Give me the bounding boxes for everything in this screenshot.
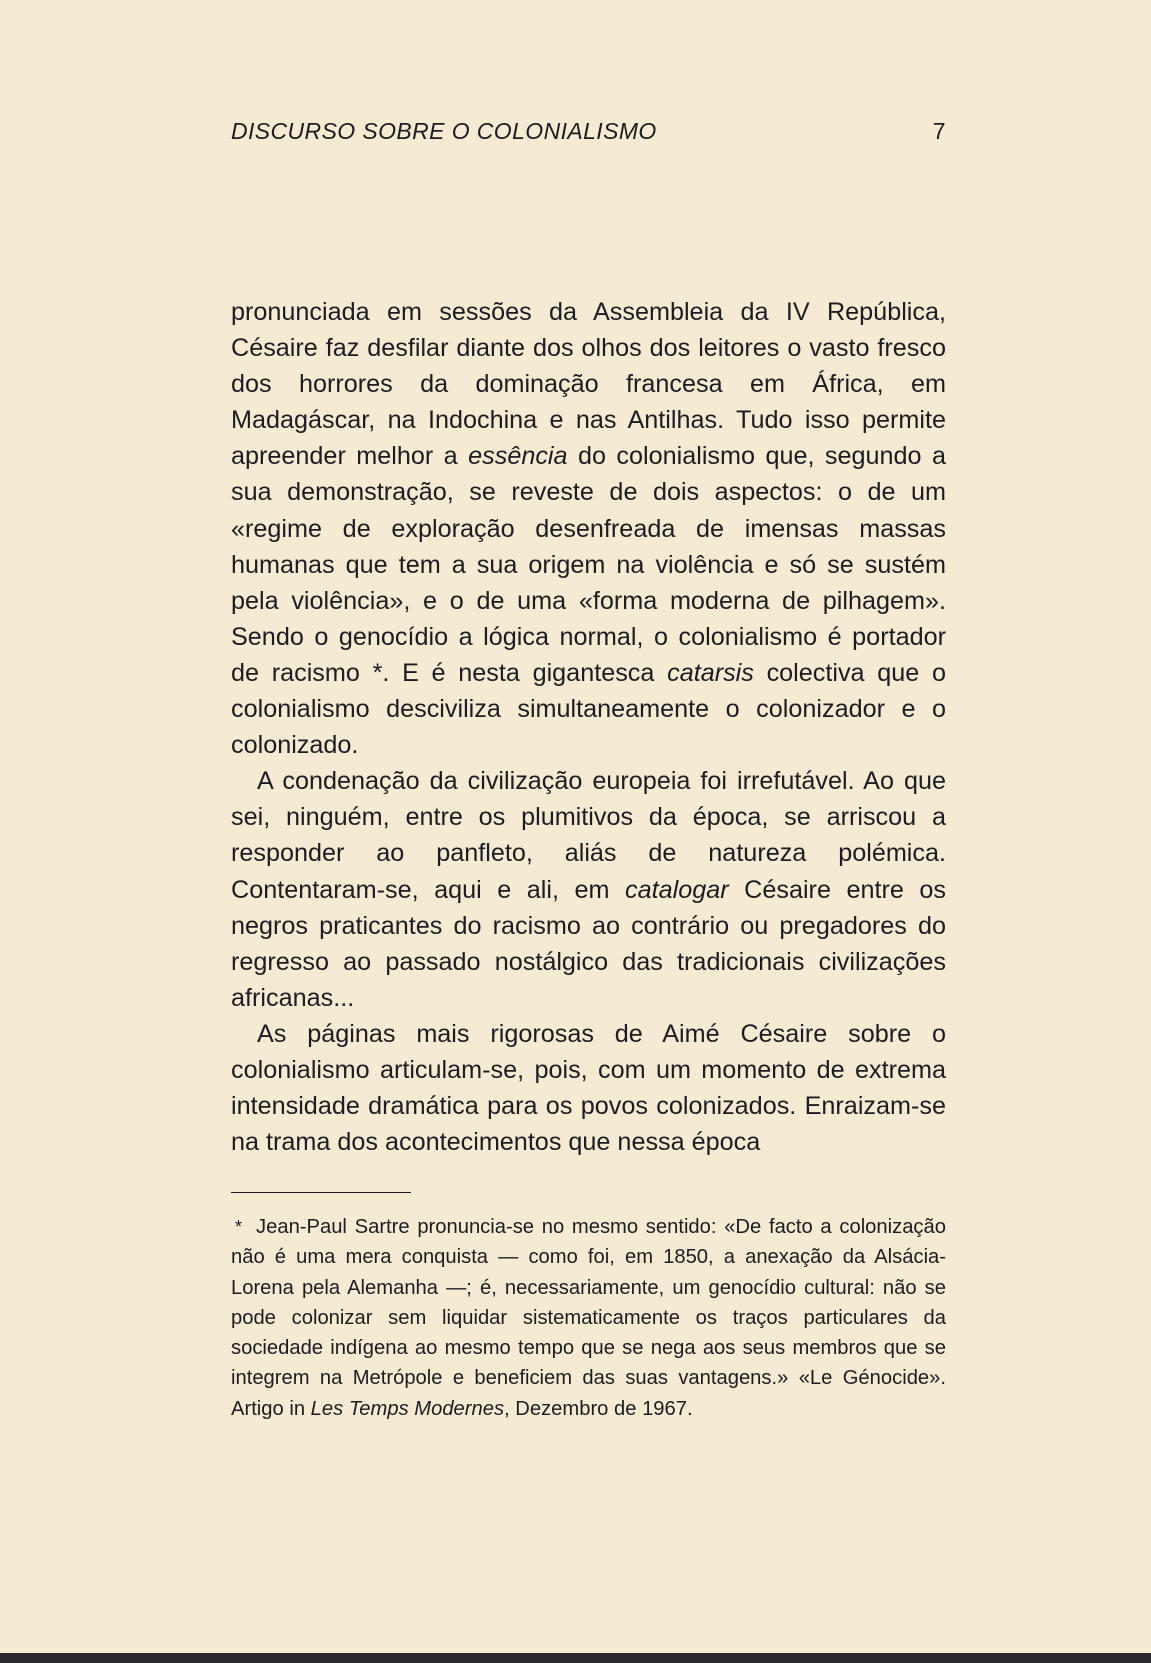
footnote-marker: *: [235, 1217, 243, 1237]
body-text: [231, 294, 946, 1160]
footnote-text-a: Jean-Paul Sartre pronuncia-se no mesmo sentido: «De facto a colonização não é uma mera conquista — como foi, em 1850, a anexação da Alsácia-Lorena pela Alemanha —; é, necessariamente, um genocídio cultural: não se pode colonizar sem liquidar sistematicamente os traços particulares da sociedade indígena ao mesmo tempo que se nega aos seus membros que se integrem na Metrópole e beneficiem das suas vantagens.» «Le Génocide». Artigo in: [231, 1216, 946, 1420]
footnote: [231, 1212, 946, 1424]
emphasis-catarsis: catarsis: [667, 658, 754, 687]
emphasis-catalogar: catalogar: [625, 875, 729, 904]
page-number: 7: [932, 118, 946, 144]
running-title: DISCURSO SOBRE O COLONIALISMO: [231, 118, 657, 144]
page-bottom-edge: [0, 1653, 1151, 1663]
running-header: [231, 118, 946, 152]
paragraph-1-text-a: pronunciada em sessões da Assembleia da IV República, Césaire faz desfilar diante dos olhos dos leitores o vasto fresco dos horrores da dominação francesa em África, em Madagáscar, na Indochina e nas Antilhas. Tudo isso permite apreender melhor a: [231, 298, 946, 471]
paragraph-1-text-b: do colonialismo que, segundo a sua demonstração, se reveste de dois aspectos: o de um «regime de exploração desenfreada de imensas massas humanas que tem a sua origem na violência e só se sustém pela violência», e o de uma «forma moderna de pilhagem». Sendo o genocídio a lógica normal, o colonialismo é portador de racismo *. E é nesta gigantesca: [231, 442, 946, 687]
paragraph-3: As páginas mais rigorosas de Aimé Césaire sobre o colonialismo articulam-se, pois, com um momento de extrema intensidade dramática para os povos colonizados. Enraizam-se na trama dos acontecimentos que nessa época: [231, 1019, 946, 1157]
paragraph-2-text-b: Césaire entre os negros praticantes do racismo ao contrário ou pregadores do regresso ao passado nostálgico das tradicionais civilizações africanas...: [231, 875, 947, 1012]
footnote-text-b: , Dezembro de 1967.: [504, 1397, 693, 1420]
paragraph-1: [231, 294, 946, 763]
emphasis-les-temps-modernes: Les Temps Modernes: [310, 1397, 505, 1420]
footnote-rule: [231, 1192, 411, 1193]
emphasis-essencia: essência: [468, 442, 568, 471]
paragraph-2: [231, 763, 946, 1016]
paragraph-2-text-a: A condenação da civilização europeia foi irrefutável. Ao que sei, ninguém, entre os plumitivos da época, se arriscou a responder ao panfleto, aliás de natureza polémica. Contentaram-se, aqui e ali, em: [231, 767, 946, 904]
paragraph-1-text-c: colectiva que o colonialismo desciviliza simultaneamente o colonizador e o colonizado.: [231, 658, 946, 760]
